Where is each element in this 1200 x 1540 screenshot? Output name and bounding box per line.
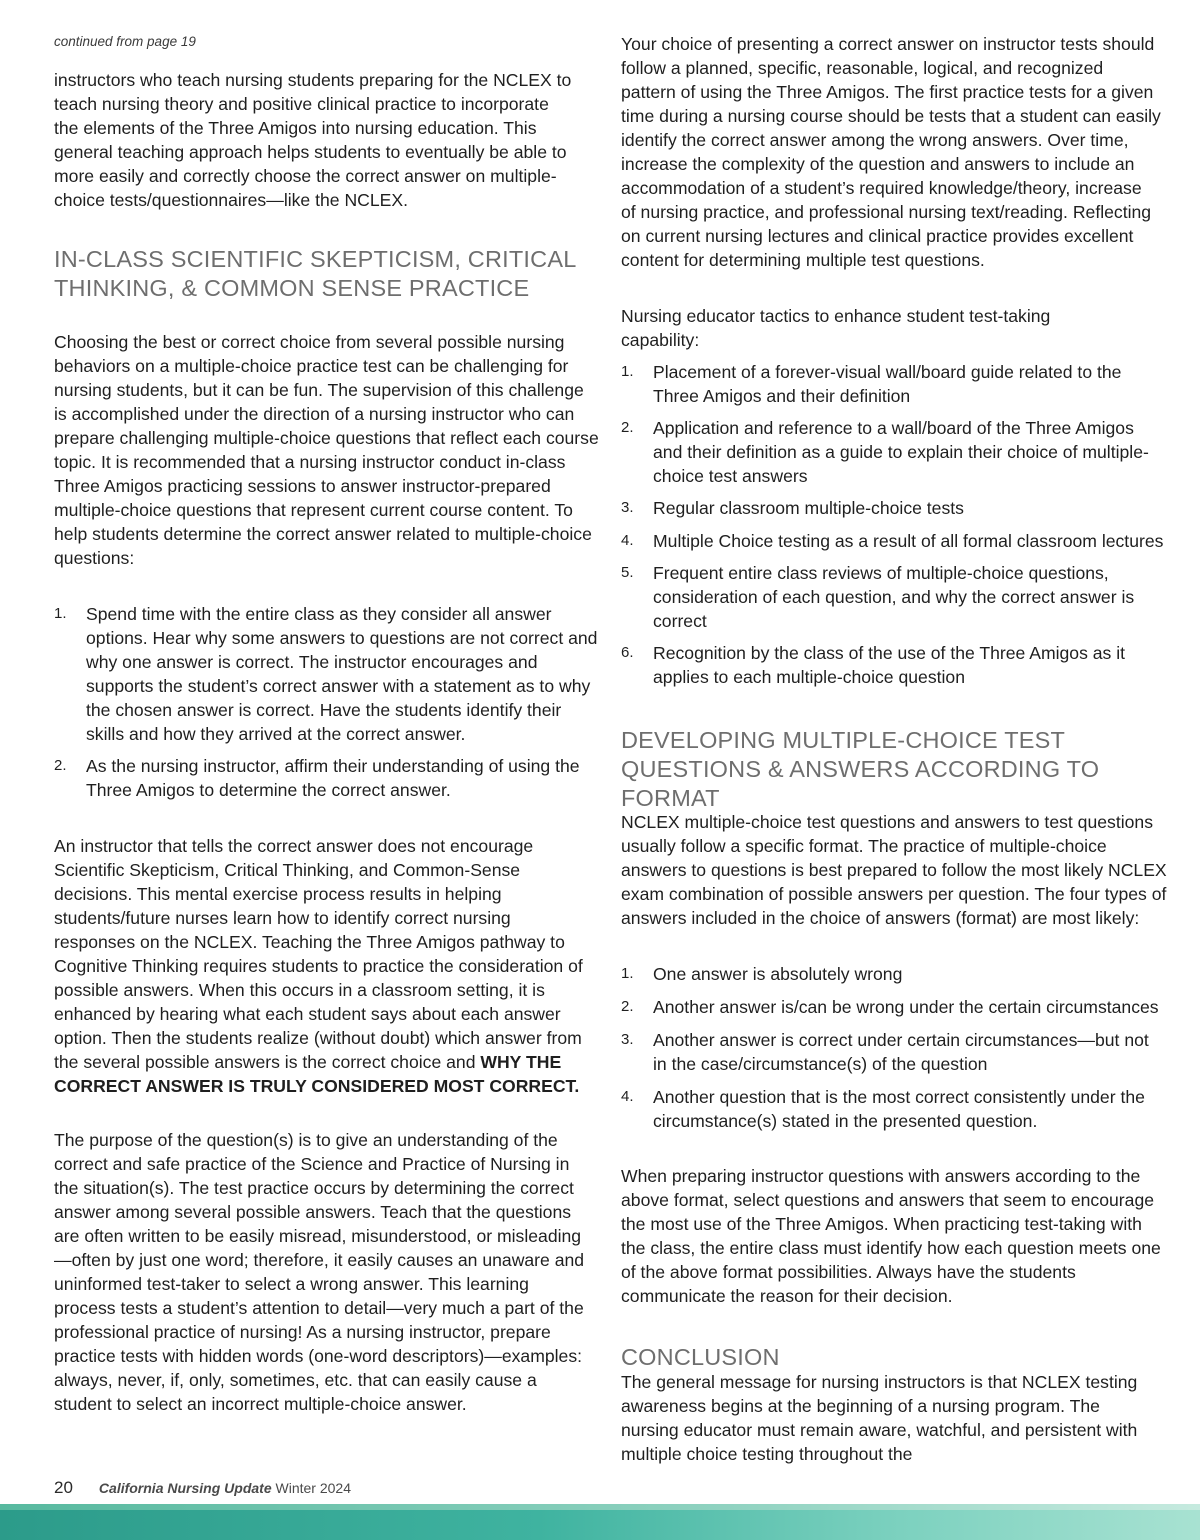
page-number: 20 — [54, 1478, 73, 1497]
list-number: 1. — [621, 363, 634, 380]
list-number: 4. — [621, 532, 634, 549]
list-item — [54, 602, 600, 746]
list-text: One answer is absolutely wrong — [653, 964, 903, 984]
footer-gradient-bar — [0, 1504, 1200, 1540]
list-text: Another question that is the most correct consistently under the circumstance(s) stated in the presented question. — [653, 1087, 1145, 1131]
left-paragraph-2: Choosing the best or correct choice from several possible nursing behaviors on a multiple-choice practice test can be challenging for nursing students, but it can be fun. The supervision of this challenge is accomplished under the direction of a nursing instructor who can prepare challenging multiple-choice questions that reflect each course topic. It is recommended that a nursing instructor conduct in-class Three Amigos practicing sessions to answer instructor-prepared multiple-choice questions that represent current course content. To help students determine the correct answer related to multiple-choice questions: — [54, 332, 599, 568]
emphasis-text: WHY THE CORRECT ANSWER IS TRULY CONSIDERED MOST CORRECT. — [54, 1052, 580, 1096]
list-text: Multiple Choice testing as a result of all formal classroom lectures — [653, 531, 1164, 551]
list-item — [621, 995, 1167, 1019]
issue-date: Winter 2024 — [271, 1480, 351, 1496]
left-list — [54, 602, 600, 802]
list-number: 5. — [621, 564, 634, 581]
list-text: Application and reference to a wall/board of the Three Amigos and their definition as a guide to explain their choice of multiple-choice test answers — [653, 418, 1149, 486]
list-text: Spend time with the entire class as they consider all answer options. Hear why some answers to questions are not correct and why one answer is correct. The instructor encourages and supports the student’s correct answer with a statement as to why the chosen answer is correct. Have the students identify their skills and how they arrived at the correct answer. — [86, 604, 598, 744]
list-item — [621, 529, 1167, 553]
section-heading-conclusion: CONCLUSION — [621, 1344, 780, 1370]
list-number: 3. — [621, 1031, 634, 1048]
page-footer — [54, 1478, 351, 1498]
right-paragraph-1: Your choice of presenting a correct answer on instructor tests should follow a planned, specific, reasonable, logical, and recognized pattern of using the Three Amigos. The first practice tests for a given time during a nursing course should be tests that a student can easily identify the correct answer among the wrong answers. Over time, increase the complexity of the question and answers to include an accommodation of a student’s required knowledge/theory, increase of nursing practice, and professional nursing text/reading. Reflecting on current nursing lectures and clinical practice provides excellent content for determining multiple test questions. — [621, 34, 1161, 270]
left-paragraph-1: instructors who teach nursing students preparing for the NCLEX to teach nursing theory and positive clinical practice to incorporate the elements of the Three Amigos into nursing education. This general teaching approach helps students to eventually be able to more easily and correctly choose the correct answer on multiple-choice tests/questionnaires—like the NCLEX. — [54, 70, 572, 210]
list-number: 3. — [621, 499, 634, 516]
list-item — [621, 1085, 1167, 1133]
publication-name: California Nursing Update — [98, 1480, 272, 1496]
list-number: 4. — [621, 1088, 634, 1105]
left-paragraph-3 — [54, 834, 594, 1098]
list-text: Placement of a forever-visual wall/board guide related to the Three Amigos and their definition — [653, 362, 1122, 406]
list-text: As the nursing instructor, affirm their understanding of using the Three Amigos to determine the correct answer. — [86, 756, 580, 800]
list-number: 2. — [621, 998, 634, 1015]
right-paragraph-3: NCLEX multiple-choice test questions and answers to test questions usually follow a specific format. The practice of multiple-choice answers to questions is best prepared to follow the most likely NCLEX exam combination of possible answers per question. The four types of answers included in the choice of answers (format) are most likely: — [621, 812, 1167, 928]
format-list — [621, 962, 1167, 1133]
section-heading-format: DEVELOPING MULTIPLE-CHOICE TEST QUESTIONS & ANSWERS ACCORDING TO FORMAT — [621, 727, 1100, 811]
section-heading-skepticism: IN-CLASS SCIENTIFIC SKEPTICISM, CRITICAL THINKING, & COMMON SENSE PRACTICE — [54, 246, 576, 301]
list-text: Regular classroom multiple-choice tests — [653, 498, 964, 518]
list-item — [621, 416, 1167, 488]
left-paragraph-3-text: An instructor that tells the correct answer does not encourage Scientific Skepticism, Critical Thinking, and Common-Sense decisions. This mental exercise process results in helping students/future nurses learn how to identify correct nursing responses on the NCLEX. Teaching the Three Amigos pathway to Cognitive Thinking requires students to practice the consideration of possible answers. When this occurs in a classroom setting, it is enhanced by hearing what each student says about each answer option. Then the students realize (without doubt) which answer from the several possible answers is the correct choice and — [54, 836, 583, 1072]
list-number: 2. — [621, 419, 634, 436]
list-item — [621, 360, 1167, 408]
list-text: Another answer is correct under certain circumstances—but not in the case/circumstance(s) of the question — [653, 1030, 1149, 1074]
list-item — [54, 754, 600, 802]
right-paragraph-4: When preparing instructor questions with answers according to the above format, select questions and answers that seem to encourage the most use of the Three Amigos. When practicing test-taking with the class, the entire class must identify how each question meets one of the above format possibilities. Always have the students communicate the reason for their decision. — [621, 1166, 1161, 1306]
list-item — [621, 641, 1167, 689]
list-item — [621, 561, 1167, 633]
list-number: 2. — [54, 757, 67, 774]
list-text: Frequent entire class reviews of multiple-choice questions, consideration of each question, and why the correct answer is correct — [653, 563, 1135, 631]
list-text: Recognition by the class of the use of the Three Amigos as it applies to each multiple-choice question — [653, 643, 1126, 687]
list-number: 1. — [621, 965, 634, 982]
right-paragraph-5: The general message for nursing instructors is that NCLEX testing awareness begins at the beginning of a nursing program. The nursing educator must remain aware, watchful, and persistent with multiple choice testing throughout the — [621, 1372, 1138, 1464]
list-item — [621, 1028, 1167, 1076]
tactics-list — [621, 360, 1167, 689]
list-item — [621, 962, 1167, 986]
list-number: 6. — [621, 644, 634, 661]
list-item — [621, 496, 1167, 520]
list-number: 1. — [54, 605, 67, 622]
list-text: Another answer is/can be wrong under the certain circumstances — [653, 997, 1159, 1017]
left-paragraph-4: The purpose of the question(s) is to give an understanding of the correct and safe practice of the Science and Practice of Nursing in the situation(s). The test practice occurs by determining the correct answer among several possible answers. Teach that the questions are often written to be easily misread, misunderstood, or misleading—often by just one word; therefore, it easily causes an unaware and uninformed test-taker to select a wrong answer. This learning process tests a student’s attention to detail—very much a part of the professional practice of nursing! As a nursing instructor, prepare practice tests with hidden words (one-word descriptors)—examples: always, never, if, only, sometimes, etc. that can easily cause a student to select an incorrect multiple-choice answer. — [54, 1130, 585, 1414]
continued-note: continued from page 19 — [54, 34, 196, 49]
right-paragraph-2: Nursing educator tactics to enhance student test-taking capability: — [621, 306, 1051, 350]
